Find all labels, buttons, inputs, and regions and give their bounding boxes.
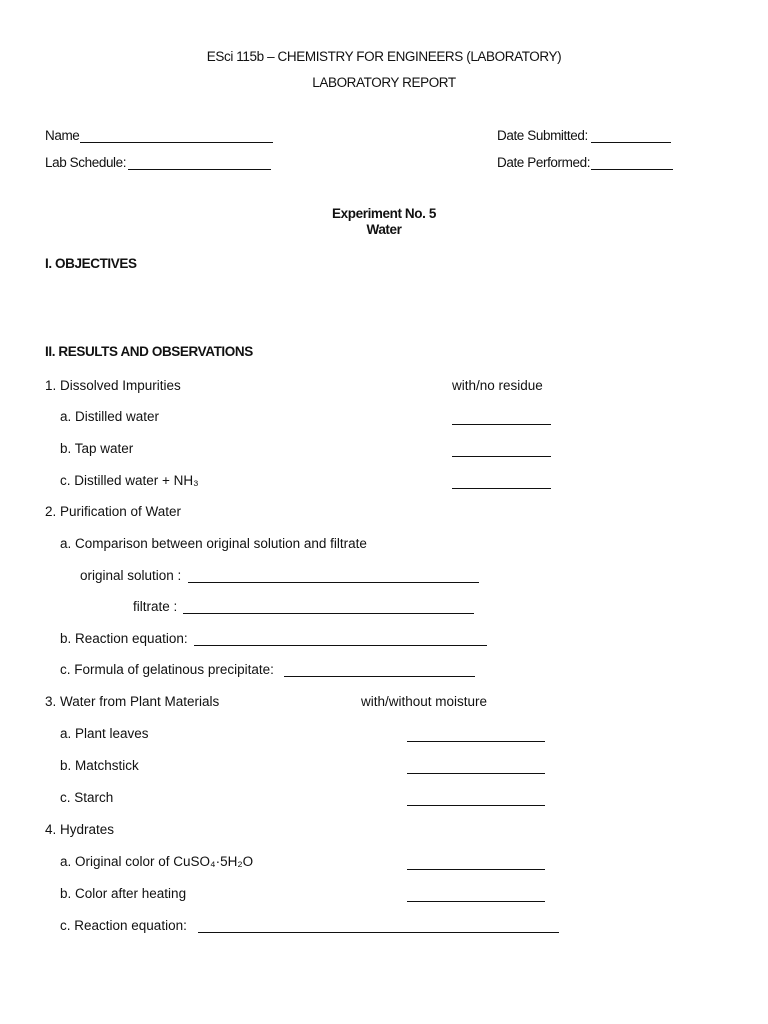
color-after-heating-label: b. Color after heating (60, 886, 187, 901)
hydrate-reaction-equation-field[interactable] (198, 932, 559, 933)
objectives-heading: I. OBJECTIVES (45, 256, 137, 271)
plant-leaves-field[interactable] (407, 741, 545, 742)
plant-leaves-label: a. Plant leaves (60, 726, 149, 741)
dissolved-impurities-heading: 1. Dissolved Impurities (45, 378, 181, 393)
original-color-field[interactable] (407, 869, 545, 870)
hydrate-reaction-equation-label: c. Reaction equation: (60, 918, 187, 933)
comparison-label: a. Comparison between original solution and filtrate (60, 536, 367, 551)
name-field[interactable] (80, 142, 273, 143)
date-submitted-label: Date Submitted: (497, 128, 588, 143)
starch-label: c. Starch (60, 790, 114, 805)
distilled-water-field[interactable] (452, 424, 551, 425)
experiment-number: Experiment No. 5 (332, 206, 436, 221)
distilled-water-nh3-label: c. Distilled water + NH₃ (60, 473, 199, 488)
tap-water-label: b. Tap water (60, 441, 134, 456)
original-solution-label: original solution : (80, 568, 182, 583)
plant-materials-heading: 3. Water from Plant Materials (45, 694, 220, 709)
residue-column-label: with/no residue (452, 378, 543, 393)
moisture-column-label: with/without moisture (361, 694, 488, 709)
lab-schedule-field[interactable] (128, 169, 271, 170)
precipitate-formula-label: c. Formula of gelatinous precipitate: (60, 662, 274, 677)
name-label: Name (45, 128, 80, 143)
date-submitted-field[interactable] (591, 142, 671, 143)
starch-field[interactable] (407, 805, 545, 806)
distilled-water-label: a. Distilled water (60, 409, 160, 424)
course-title: ESci 115b – CHEMISTRY FOR ENGINEERS (LABORATORY) (206, 49, 562, 64)
report-title: LABORATORY REPORT (312, 75, 456, 90)
hydrates-heading: 4. Hydrates (45, 822, 115, 837)
matchstick-field[interactable] (407, 773, 545, 774)
matchstick-label: b. Matchstick (60, 758, 139, 773)
purification-heading: 2. Purification of Water (45, 504, 182, 519)
results-heading: II. RESULTS AND OBSERVATIONS (45, 344, 253, 359)
experiment-title: Water (366, 222, 402, 237)
original-solution-field[interactable] (188, 582, 479, 583)
tap-water-field[interactable] (452, 456, 551, 457)
date-performed-field[interactable] (591, 169, 673, 170)
date-performed-label: Date Performed: (497, 155, 591, 170)
original-color-label: a. Original color of CuSO₄·5H₂O (60, 854, 254, 869)
distilled-water-nh3-field[interactable] (452, 488, 551, 489)
filtrate-label: filtrate : (133, 599, 178, 614)
color-after-heating-field[interactable] (407, 901, 545, 902)
precipitate-formula-field[interactable] (284, 676, 475, 677)
reaction-equation-label: b. Reaction equation: (60, 631, 188, 646)
reaction-equation-field[interactable] (194, 645, 487, 646)
lab-schedule-label: Lab Schedule: (45, 155, 127, 170)
filtrate-field[interactable] (183, 613, 474, 614)
